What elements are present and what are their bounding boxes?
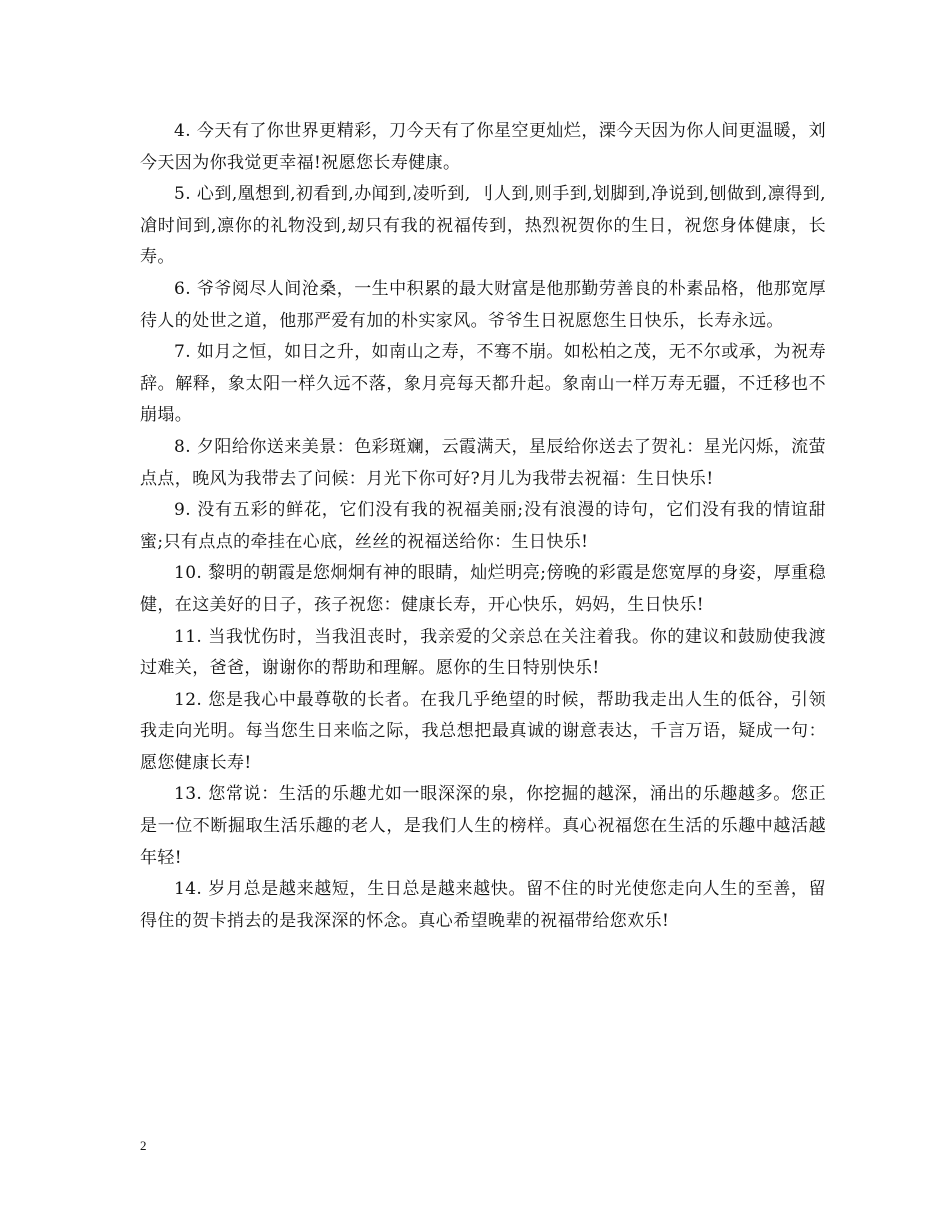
- page-number: 2: [140, 1138, 147, 1153]
- list-item: 5. 心到,凰想到,初看到,办闻到,凌听到, 刂人到,则手到,划脚到,净说到,刨做到,凛得到,凔时间到,凛你的礼物没到,刼只有我的祝福传到，热烈祝贺你的生日，祝您身体健康，长寿。: [140, 184, 826, 268]
- document-body: [140, 116, 826, 937]
- list-item: 14. 岁月总是越来越短，生日总是越来越快。留不住的时光使您走向人生的至善，留得住的贺卡捎去的是我深深的怀念。真心希望晚辈的祝福带给您欢乐!: [140, 879, 826, 931]
- list-item: 11. 当我忧伤时，当我沮丧时，我亲爱的父亲总在关注着我。你的建议和鼓励使我渡过难关，爸爸，谢谢你的帮助和理解。愿你的生日特别快乐!: [140, 626, 826, 679]
- list-item: 12. 您是我心中最尊敬的长者。在我几乎绝望的时候，帮助我走出人生的低谷，引领我走向光明。每当您生日来临之际，我总想把最真诚的谢意表达，千言万语，疑成一句：愿您健康长寿!: [140, 689, 826, 773]
- list-item: 7. 如月之恒，如日之升，如南山之寿，不骞不崩。如松柏之茂，无不尔或承，为祝寿辞。解释，象太阳一样久远不落，象月亮每天都升起。象南山一样万寿无疆，不迁移也不崩塌。: [140, 342, 826, 426]
- list-item: 4. 今天有了你世界更精彩，刀今天有了你星空更灿烂，溧今天因为你人间更温暖，刘今天因为你我觉更幸福!祝愿您长寿健康。: [140, 121, 826, 173]
- list-item: 9. 没有五彩的鲜花，它们没有我的祝福美丽;没有浪漫的诗句，它们没有我的情谊甜蜜;只有点点的牵挂在心底，丝丝的祝福送给你：生日快乐!: [140, 500, 826, 552]
- list-item: 13. 您常说：生活的乐趣尤如一眼深深的泉，你挖掘的越深，涌出的乐趣越多。您正是一位不断掘取生活乐趣的老人，是我们人生的榜样。真心祝福您在生活的乐趣中越活越年轻!: [140, 784, 826, 868]
- list-item: 8. 夕阳给你送来美景：色彩斑斓，云霞满天，星辰给你送去了贺礼：星光闪烁，流萤点点，晚风为我带去了问候：月光下你可好?月儿为我带去祝福：生日快乐!: [140, 436, 826, 489]
- list-item: 10. 黎明的朝霞是您炯炯有神的眼睛，灿烂明亮;傍晚的彩霞是您宽厚的身姿，厚重稳健，在这美好的日子，孩子祝您：健康长寿，开心快乐，妈妈，生日快乐!: [140, 563, 826, 615]
- list-item: 6. 爷爷阅尽人间沧桑，一生中积累的最大财富是他那勤劳善良的朴素品格，他那宽厚待人的处世之道，他那严爱有加的朴实家风。爷爷生日祝愿您生日快乐，长寿永远。: [140, 278, 826, 331]
